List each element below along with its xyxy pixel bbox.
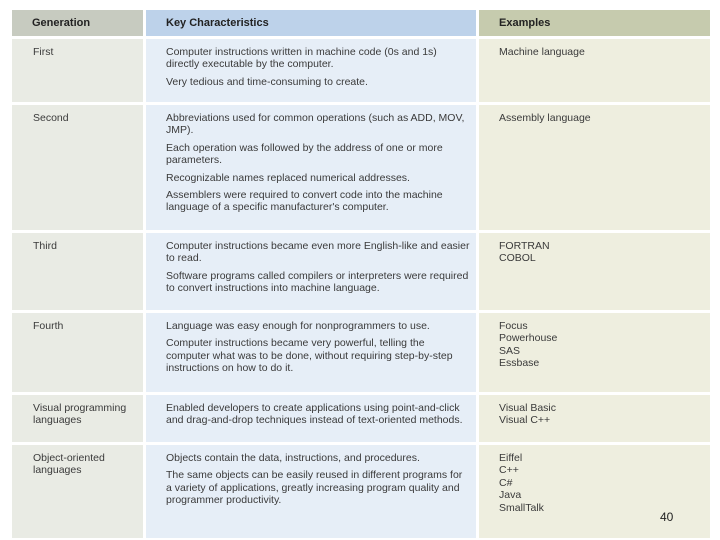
characteristics-cell <box>143 392 479 442</box>
characteristic-text: Computer instructions written in machine code (0s and 1s) directly executable by the computer. <box>166 46 437 71</box>
generation-cell: Second <box>12 102 143 230</box>
table-row <box>12 230 710 310</box>
characteristic-text: Enabled developers to create applications using point-and-click and drag-and-drop techniques instead of text-oriented methods. <box>166 402 463 427</box>
table-row <box>12 392 710 442</box>
example-language: FORTRAN <box>499 240 550 252</box>
characteristic-text: Language was easy enough for nonprogrammers to use. <box>166 320 430 332</box>
example-language: Essbase <box>499 357 540 370</box>
example-language: Java <box>499 489 522 502</box>
example-language: C# <box>499 476 513 489</box>
header-key-characteristics: Key Characteristics <box>143 10 479 36</box>
characteristics-cell <box>143 442 479 538</box>
characteristic-text: Abbreviations used for common operations (such as ADD, MOV, JMP). <box>166 112 465 137</box>
header-examples: Examples <box>479 10 710 36</box>
examples-cell <box>479 36 710 102</box>
examples-cell <box>479 102 710 230</box>
header-generation: Generation <box>12 10 143 36</box>
characteristic-text: Software programs called compilers or interpreters were required to convert instructions into machine language. <box>166 269 469 295</box>
example-language: SAS <box>499 344 521 357</box>
page-number: 40 <box>660 510 674 524</box>
characteristic-text: Computer instructions became even more English-like and easier to read. <box>166 240 470 265</box>
example-language: Focus <box>499 320 528 332</box>
table-row <box>12 442 710 538</box>
generation-cell: Third <box>12 230 143 310</box>
examples-cell <box>479 392 710 442</box>
example-language: Powerhouse <box>499 332 558 345</box>
example-language: Visual C++ <box>499 414 551 427</box>
characteristic-text: Recognizable names replaced numerical addresses. <box>166 171 410 184</box>
programming-language-generations-table <box>12 10 710 538</box>
generations-table <box>12 10 710 538</box>
characteristic-text: Objects contain the data, instructions, and procedures. <box>166 452 420 464</box>
characteristic-text: The same objects can be easily reused in different programs for a variety of applications, greatly increasing program quality and programmer productivity. <box>166 469 463 507</box>
examples-cell <box>479 442 710 538</box>
characteristic-text: Very tedious and time-consuming to create. <box>166 75 368 88</box>
examples-cell <box>479 230 710 310</box>
characteristics-cell <box>143 230 479 310</box>
examples-cell <box>479 310 710 392</box>
example-language: Eiffel <box>499 452 523 464</box>
characteristics-cell <box>143 102 479 230</box>
example-language: C++ <box>499 464 519 477</box>
characteristic-text: Assemblers were required to convert code into the machine language of a specific manufacturer's computer. <box>166 189 443 214</box>
generation-cell: Visual programming languages <box>12 392 143 442</box>
generation-cell: First <box>12 36 143 102</box>
table-row <box>12 36 710 102</box>
table-row <box>12 102 710 230</box>
generation-cell: Fourth <box>12 310 143 392</box>
table-header-row <box>12 10 710 36</box>
example-language: Visual Basic <box>499 402 557 414</box>
generation-cell: Object-oriented languages <box>12 442 143 538</box>
example-language: Machine language <box>499 46 585 58</box>
table-body <box>12 36 710 538</box>
characteristics-cell <box>143 310 479 392</box>
characteristic-text: Each operation was followed by the address of one or more parameters. <box>166 141 443 167</box>
characteristic-text: Computer instructions became very powerful, telling the computer what was to be done, without requiring step-by-step instructions on how to do it. <box>166 337 453 375</box>
example-language: Assembly language <box>499 112 591 124</box>
example-language: SmallTalk <box>499 501 544 514</box>
table-row <box>12 310 710 392</box>
example-language: COBOL <box>499 252 536 265</box>
characteristics-cell <box>143 36 479 102</box>
